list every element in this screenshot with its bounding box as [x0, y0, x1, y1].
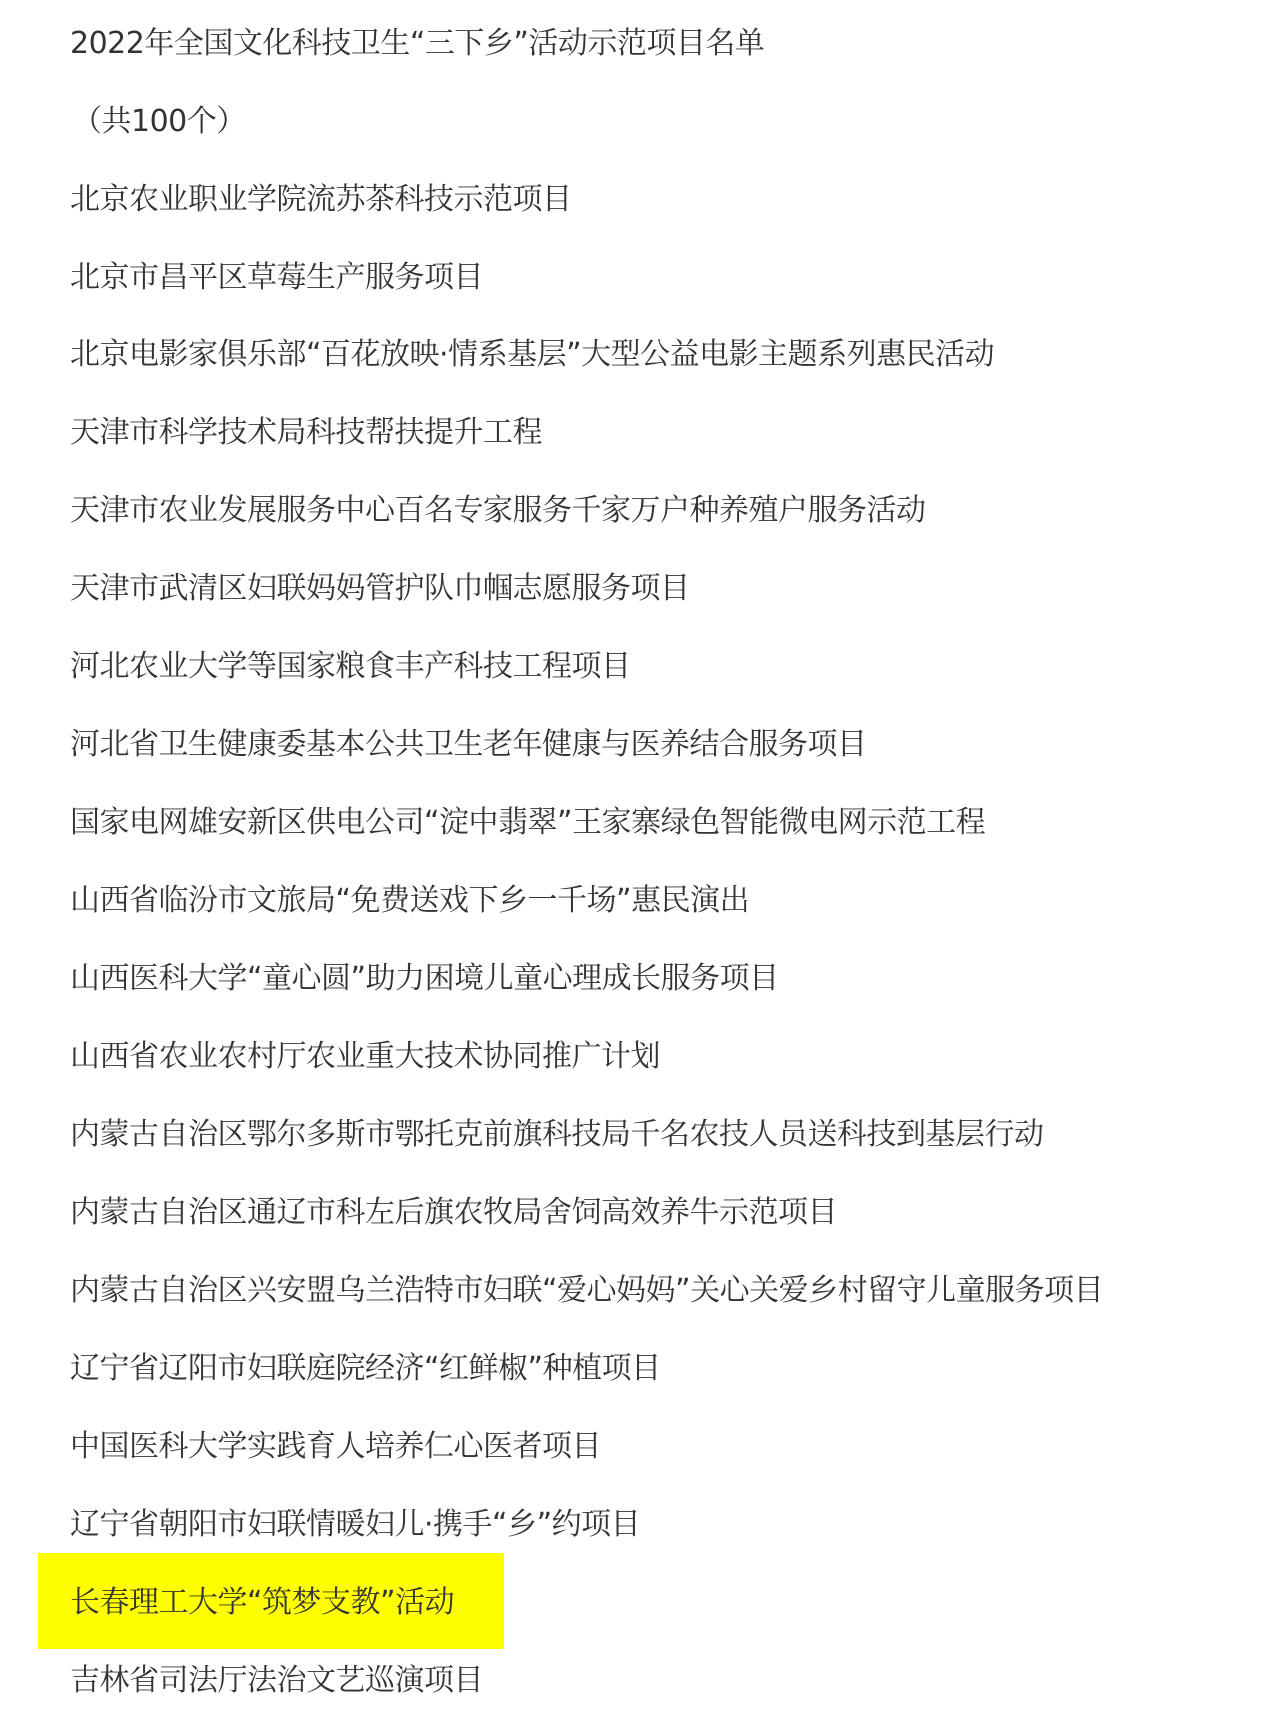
list-item: 内蒙古自治区兴安盟乌兰浩特市妇联“爱心妈妈”关心关爱乡村留守儿童服务项目 [70, 1273, 1104, 1308]
list-item: 山西省农业农村厅农业重大技术协同推广计划 [70, 1039, 660, 1074]
document-title: 2022年全国文化科技卫生“三下乡”活动示范项目名单 [70, 26, 765, 61]
list-item: 北京农业职业学院流苏茶科技示范项目 [70, 182, 572, 217]
list-item: 河北省卫生健康委基本公共卫生老年健康与医养结合服务项目 [70, 727, 867, 762]
list-item: 河北农业大学等国家粮食丰产科技工程项目 [70, 649, 631, 684]
list-item: 山西省临汾市文旅局“免费送戏下乡一千场”惠民演出 [70, 883, 750, 918]
list-item: 内蒙古自治区鄂尔多斯市鄂托克前旗科技局千名农技人员送科技到基层行动 [70, 1117, 1044, 1152]
list-item: 天津市科学技术局科技帮扶提升工程 [70, 415, 542, 450]
list-item: 山西医科大学“童心圆”助力困境儿童心理成长服务项目 [70, 961, 779, 996]
list-item: 国家电网雄安新区供电公司“淀中翡翠”王家寨绿色智能微电网示范工程 [70, 805, 986, 840]
list-item: 辽宁省辽阳市妇联庭院经济“红鲜椒”种植项目 [70, 1351, 661, 1386]
list-item: 天津市农业发展服务中心百名专家服务千家万户种养殖户服务活动 [70, 493, 926, 528]
list-item: 北京电影家俱乐部“百花放映·情系基层”大型公益电影主题系列惠民活动 [70, 337, 995, 372]
list-item: 辽宁省朝阳市妇联情暖妇儿·携手“乡”约项目 [70, 1507, 641, 1542]
count-note: （共100个） [72, 104, 246, 139]
list-item: 中国医科大学实践育人培养仁心医者项目 [70, 1429, 601, 1464]
list-item: 北京市昌平区草莓生产服务项目 [70, 260, 483, 295]
list-item-highlighted: 长春理工大学“筑梦支教”活动 [70, 1585, 455, 1620]
list-item: 天津市武清区妇联妈妈管护队巾帼志愿服务项目 [70, 571, 690, 606]
list-item: 吉林省司法厅法治文艺巡演项目 [70, 1663, 483, 1698]
list-item: 内蒙古自治区通辽市科左后旗农牧局舍饲高效养牛示范项目 [70, 1195, 837, 1230]
